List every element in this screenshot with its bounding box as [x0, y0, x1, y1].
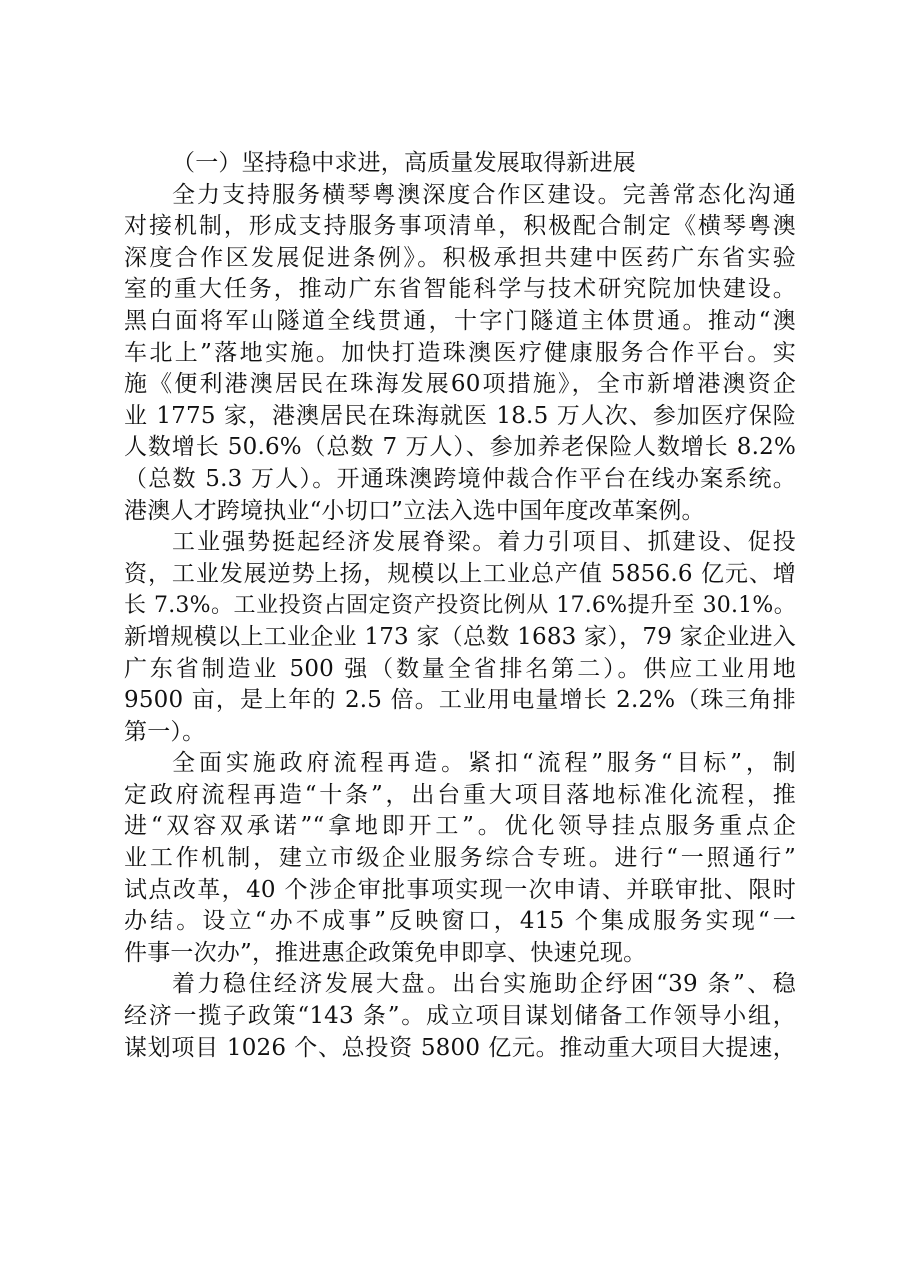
paragraph-line: 经济一揽子政策“143 条”。成立项目谋划储备工作领导小组，: [124, 1003, 796, 1030]
paragraph-line: 谋划项目 1026 个、总投资 5800 亿元。推动重大项目大提速，: [124, 1034, 796, 1061]
paragraph-line: 对接机制，形成支持服务事项清单，积极配合制定《横琴粤澳: [124, 213, 796, 240]
paragraph-line: 全力支持服务横琴粤澳深度合作区建设。完善常态化沟通: [172, 181, 796, 208]
paragraph-line: 进“双容双承诺”“拿地即开工”。优化领导挂点服务重点企: [124, 813, 796, 840]
paragraph-line: 业 1775 家，港澳居民在珠海就医 18.5 万人次、参加医疗保险: [124, 402, 796, 429]
paragraph-line: 车北上”落地实施。加快打造珠澳医疗健康服务合作平台。实: [124, 339, 796, 366]
paragraph-line: 港澳人才跨境执业“小切口”立法入选中国年度改革案例。: [124, 497, 705, 524]
paragraph-line: 深度合作区发展促进条例》。积极承担共建中医药广东省实验: [124, 244, 796, 271]
paragraph-line: 室的重大任务，推动广东省智能科学与技术研究院加快建设。: [124, 276, 796, 303]
paragraph-line: 长 7.3%。工业投资占固定资产投资比例从 17.6%提升至 30.1%。: [124, 593, 796, 619]
paragraph-line: 资，工业发展逆势上扬，规模以上工业总产值 5856.6 亿元、增: [124, 560, 796, 587]
paragraph-line: 人数增长 50.6%（总数 7 万人）、参加养老保险人数增长 8.2%: [124, 434, 796, 461]
paragraph-line: 9500 亩，是上年的 2.5 倍。工业用电量增长 2.2%（珠三角排: [124, 687, 796, 714]
paragraph-line: 黑白面将军山隧道全线贯通，十字门隧道主体贯通。推动“澳: [124, 307, 796, 334]
paragraph-line: 新增规模以上工业企业 173 家（总数 1683 家），79 家企业进入: [124, 623, 796, 650]
paragraph-line: 广东省制造业 500 强（数量全省排名第二）。供应工业用地: [124, 655, 796, 682]
paragraph-line: 着力稳住经济发展大盘。出台实施助企纾困“39 条”、稳: [172, 971, 796, 998]
paragraph-line: （总数 5.3 万人）。开通珠澳跨境仲裁合作平台在线办案系统。: [124, 465, 796, 492]
paragraph-line: 业工作机制，建立市级企业服务综合专班。进行“一照通行”: [124, 845, 796, 872]
section-heading: （一）坚持稳中求进，高质量发展取得新进展: [172, 150, 636, 176]
paragraph-line: 办结。设立“办不成事”反映窗口，415 个集成服务实现“一: [124, 908, 796, 935]
paragraph-line: 全面实施政府流程再造。紧扣“流程”服务“目标”，制: [172, 750, 796, 777]
paragraph-line: 定政府流程再造“十条”，出台重大项目落地标准化流程，推: [124, 781, 796, 808]
paragraph-line: 试点改革，40 个涉企审批事项实现一次申请、并联审批、限时: [124, 876, 796, 903]
paragraph-line: 工业强势挺起经济发展脊梁。着力引项目、抓建设、促投: [172, 529, 796, 556]
paragraph-line: 第一）。: [124, 718, 206, 745]
paragraph-line: 件事一次办”，推进惠企政策免申即享、快速兑现。: [124, 939, 647, 966]
document-body: [124, 148, 796, 1064]
paragraph-line: 施《便利港澳居民在珠海发展60项措施》，全市新增港澳资企: [124, 371, 796, 398]
